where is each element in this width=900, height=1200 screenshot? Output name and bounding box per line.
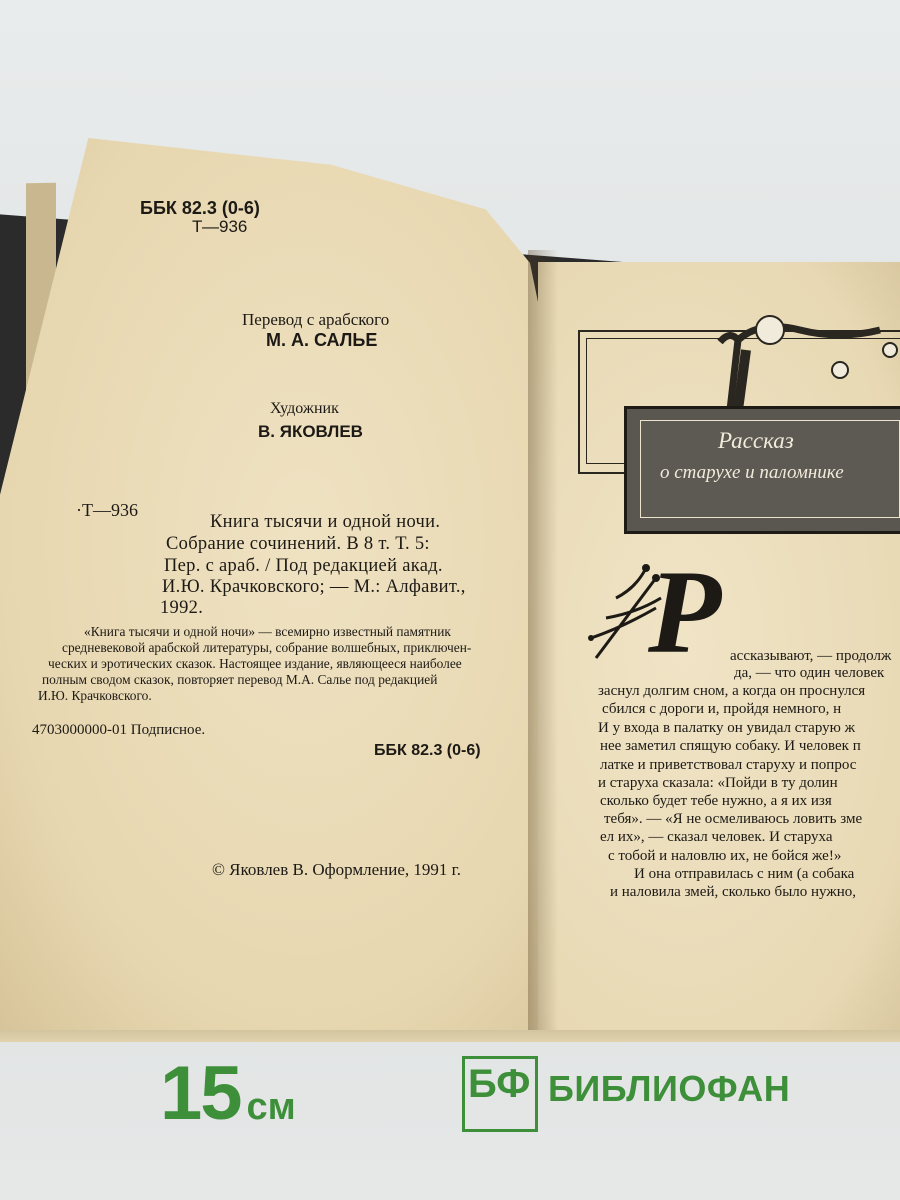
tree-illustration [690, 300, 900, 415]
author-mark-top: Т—936 [192, 217, 248, 236]
story-text-line: сбился с дороги и, пройдя немного, н [602, 701, 842, 717]
artist-name: В. ЯКОВЛЕВ [258, 422, 363, 441]
bbk-code-top: ББК 82.3 (0-6) [140, 198, 260, 218]
annotation-line: ческих и эротических сказок. Настоящее издание, являющееся наиболее [48, 656, 462, 671]
story-subtitle: о старухе и паломнике [660, 462, 844, 483]
bbk-code-bottom: ББК 82.3 (0-6) [374, 742, 481, 759]
story-text-line: ел их», — сказал человек. И старуха [600, 829, 833, 845]
translator-name: М. А. САЛЬЕ [266, 330, 378, 350]
copyright-line: © Яковлев В. Оформление, 1991 г. [212, 860, 461, 879]
drop-cap: Р [648, 545, 722, 678]
logo-letters: БФ [468, 1062, 531, 1106]
story-text-line: тебя». — «Я не осмеливаюсь ловить зме [604, 811, 863, 827]
size-measure-label [160, 1050, 296, 1137]
brand-name: БИБЛИОФАН [548, 1068, 791, 1109]
catalog-line: 1992. [160, 598, 204, 618]
measure-number: 15 [160, 1051, 241, 1136]
story-text-line: И она отправилась с ним (а собака [634, 866, 855, 882]
story-text-line: латке и приветствовал старуху и попрос [600, 757, 857, 773]
annotation-line: средневековой арабской литературы, собрание волшебных, приключен- [62, 640, 472, 655]
story-text-line: и наловила змей, сколько было нужно, [610, 884, 856, 900]
annotation-line: «Книга тысячи и одной ночи» — всемирно известный памятник [84, 624, 451, 639]
annotation-line: И.Ю. Крачковского. [38, 688, 152, 703]
catalog-code: ·Т—936 [76, 500, 138, 520]
story-text-line: заснул долгим сном, а когда он проснулся [598, 683, 866, 699]
annotation-line: полным сводом сказок, повторяет перевод М.А. Салье под редакцией [42, 672, 438, 687]
translation-label: Перевод с арабского [242, 310, 390, 329]
catalog-line: Книга тысячи и одной ночи. [210, 512, 441, 532]
story-text-line: сколько будет тебе нужно, а я их изя [600, 793, 832, 809]
isbn-line: 4703000000-01 Подписное. [32, 722, 206, 738]
story-text-line: и старуха сказала: «Пойди в ту долин [598, 775, 838, 791]
page-gutter [528, 250, 558, 1030]
story-text-line: с тобой и наловлю их, не бойся же!» [608, 848, 842, 864]
story-text-line: нее заметил спящую собаку. И человек п [600, 738, 861, 754]
measure-unit: см [246, 1086, 296, 1128]
catalog-line: Собрание сочинений. В 8 т. Т. 5: [166, 534, 430, 554]
story-title: Рассказ [718, 428, 794, 453]
catalog-line: Пер. с араб. / Под редакцией акад. [164, 556, 443, 576]
story-text-line: И у входа в палатку он увидал старую ж [598, 720, 855, 736]
story-text-line: ассказывают, — продолж [730, 648, 892, 664]
story-text-line: да, — что один человек [734, 665, 885, 681]
artist-label: Художник [270, 400, 339, 417]
catalog-line: И.Ю. Крачковского; — М.: Алфавит., [162, 577, 466, 597]
